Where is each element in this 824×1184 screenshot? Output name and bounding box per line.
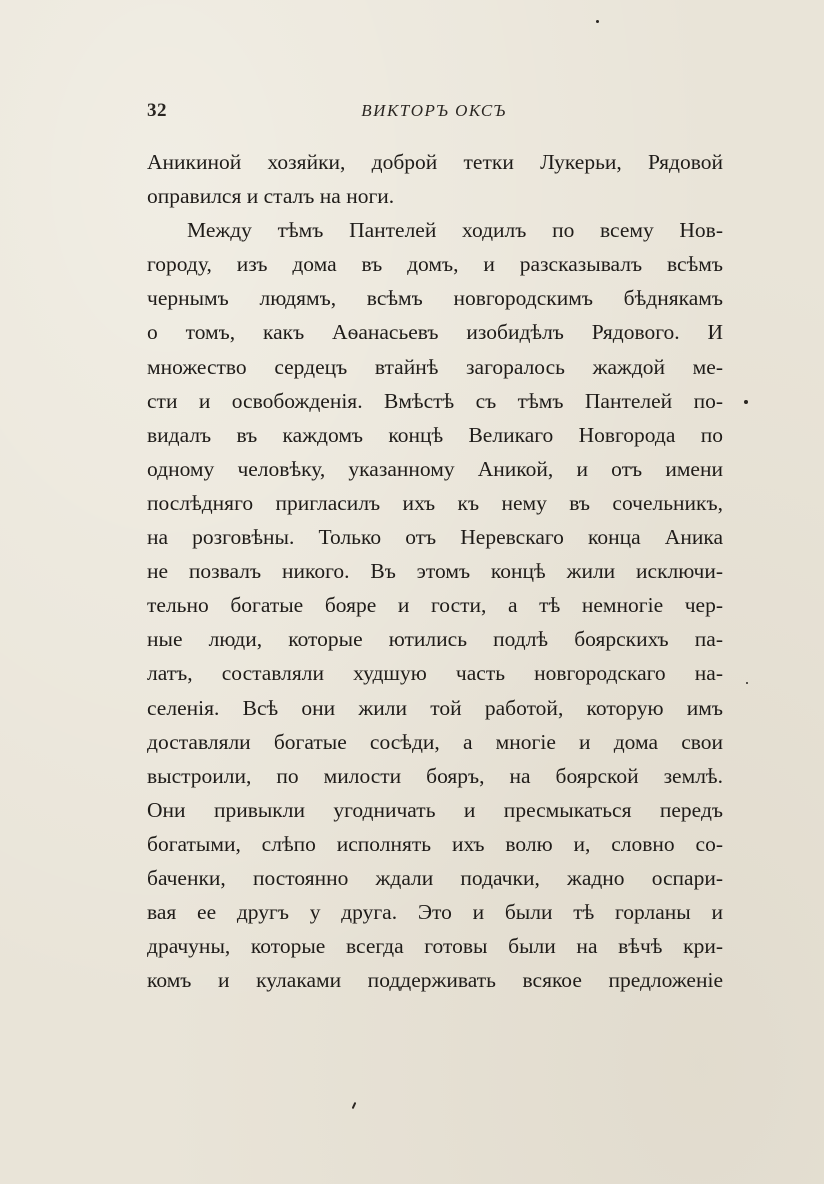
text-line: послѣдняго пригласилъ ихъ къ нему въ сочельникъ, [147,490,723,515]
running-title: ВИКТОРЪ ОКСЪ [361,101,507,120]
ink-speck [744,400,748,404]
text-line: тельно богатые бояре и гости, а тѣ немногіе чер- [147,593,723,618]
text-line: Аникиной хозяйки, доброй тетки Лукерьи, Рядовой [147,150,723,174]
text-line: сти и освобожденія. Вмѣстѣ съ тѣмъ Пантелей по- [147,388,723,413]
text-line: вая ее другъ у друга. Это и были тѣ горланы и [147,900,723,925]
text-line: богатыми, слѣпо исполнять ихъ волю и, словно со- [147,831,723,856]
text-line: селенія. Всѣ они жили той работой, которую имъ [147,695,723,720]
text-line: чернымъ людямъ, всѣмъ новгородскимъ бѣднякамъ [147,286,723,311]
text-line: на розговѣны. Только отъ Неревскаго конца Аника [147,525,723,550]
text-line: ные люди, которые ютились подлѣ боярскихъ па- [147,627,723,652]
text-line: одному человѣку, указанному Аникой, и отъ имени [147,456,723,481]
text-line: о томъ, какъ Аѳанасьевъ изобидѣлъ Рядового. И [147,320,723,345]
text-line: оправился и сталъ на ноги. [147,184,395,209]
page-number: 32 [147,100,167,121]
running-head [147,100,721,126]
body-text [147,145,723,997]
text-line: выстроили, по милости бояръ, на боярской землѣ. [147,763,723,788]
text-line: Они привыкли угодничать и пресмыкаться передъ [147,797,723,822]
ink-speck [352,1102,357,1109]
text-line: не позвалъ никого. Въ этомъ концѣ жили исключи- [147,559,723,584]
text-line: видалъ въ каждомъ концѣ Великаго Новгорода по [147,422,723,447]
text-line: баченки, постоянно ждали подачки, жадно оспари- [147,865,723,890]
text-line: доставляли богатые сосѣди, а многіе и дома свои [147,729,723,754]
text-line: Между тѣмъ Пантелей ходилъ по всему Нов- [187,218,723,243]
ink-speck [746,682,748,684]
ink-speck [596,20,599,23]
text-line: латъ, составляли худшую часть новгородскаго на- [147,661,723,686]
text-line: множество сердецъ втайнѣ загоралось жаждой ме- [147,354,723,379]
text-line: городу, изъ дома въ домъ, и разсказывалъ всѣмъ [147,252,723,277]
text-line: драчуны, которые всегда готовы были на вѣчѣ кри- [147,934,723,959]
text-line: комъ и кулаками поддерживать всякое предложеніе [147,968,723,993]
